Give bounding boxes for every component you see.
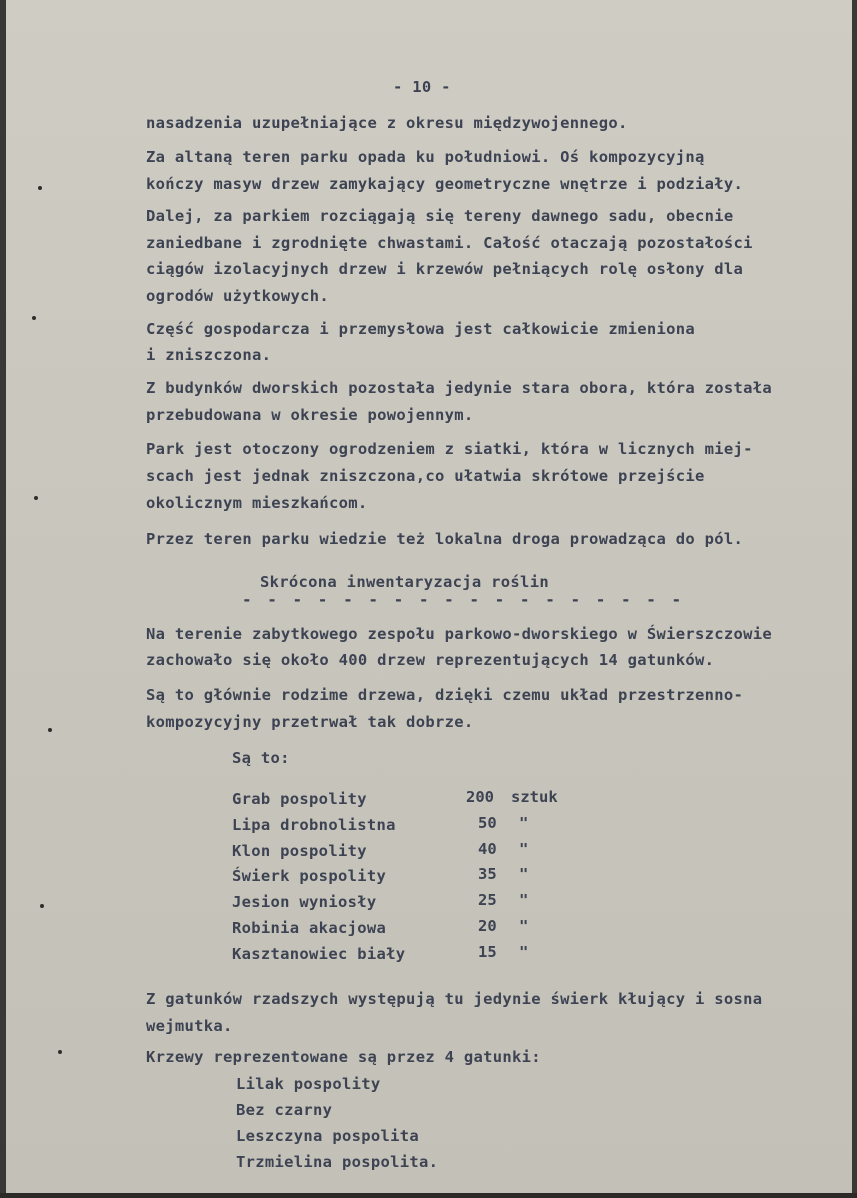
- tree-unit: ": [519, 814, 529, 832]
- scan-speck: [48, 728, 52, 732]
- scan-speck: [58, 1050, 62, 1054]
- shrub-item: Lilak pospolity: [236, 1075, 381, 1093]
- paragraph-line: zaniedbane i zgrodnięte chwastami. Całość otaczają pozostałości: [146, 234, 753, 252]
- paragraph-line: Z budynków dworskich pozostała jedynie stara obora, która została: [146, 379, 773, 397]
- paragraph-line: przebudowana w okresie powojennym.: [146, 406, 474, 424]
- tree-name: Klon pospolity: [232, 842, 367, 860]
- section-title-underline: - - - - - - - - - - - - - - - - - -: [242, 590, 685, 609]
- page-number: - 10 -: [393, 78, 451, 96]
- tree-name: Lipa drobnolistna: [232, 816, 396, 834]
- shrub-item: Leszczyna pospolita: [236, 1127, 420, 1145]
- tree-unit: ": [519, 865, 529, 883]
- shrub-item: Trzmielina pospolita.: [236, 1153, 439, 1171]
- scan-edge-bottom: [0, 1193, 857, 1198]
- tree-count: 15: [478, 943, 497, 961]
- tree-unit: ": [519, 840, 529, 858]
- scan-speck: [40, 904, 44, 908]
- tree-name: Świerk pospolity: [232, 867, 387, 885]
- rare-species-line: wejmutka.: [146, 1017, 233, 1035]
- shrub-item: Bez czarny: [236, 1101, 333, 1119]
- tree-count: 35: [478, 865, 497, 883]
- tree-unit: ": [519, 891, 529, 909]
- paragraph-line: ciągów izolacyjnych drzew i krzewów pełniących rolę osłony dla: [146, 260, 744, 278]
- paragraph-line: scach jest jednak zniszczona,co ułatwia skrótowe przejście: [146, 467, 705, 485]
- paragraph-line: okolicznym mieszkańcom.: [146, 494, 368, 512]
- paragraph-line: ogrodów użytkowych.: [146, 287, 330, 305]
- paragraph-line: Dalej, za parkiem rozciągają się tereny dawnego sadu, obecnie: [146, 207, 734, 225]
- rare-species-line: Z gatunków rzadszych występują tu jedynie świerk kłujący i sosna: [146, 990, 763, 1008]
- intro-line: Są to głównie rodzime drzewa, dzięki czemu układ przestrzenno-: [146, 686, 744, 704]
- tree-count: 40: [478, 840, 497, 858]
- tree-name: Grab pospolity: [232, 790, 367, 808]
- tree-count: 25: [478, 891, 497, 909]
- paragraph-line: Park jest otoczony ogrodzeniem z siatki, która w licznych miej-: [146, 440, 753, 458]
- tree-name: Jesion wyniosły: [232, 893, 377, 911]
- paragraph-line: kończy masyw drzew zamykający geometryczne wnętrze i podziały.: [146, 175, 744, 193]
- paragraph-line: Przez teren parku wiedzie też lokalna droga prowadząca do pól.: [146, 530, 744, 548]
- intro-line: kompozycyjny przetrwał tak dobrze.: [146, 713, 474, 731]
- scan-speck: [38, 186, 42, 190]
- intro-line: Na terenie zabytkowego zespołu parkowo-dworskiego w Świerszczowie: [146, 625, 773, 643]
- scan-edge-left: [0, 0, 6, 1198]
- section-title: Skrócona inwentaryzacja roślin: [260, 573, 549, 591]
- scan-speck: [34, 496, 38, 500]
- scan-edge-right: [852, 0, 857, 1198]
- list-heading: Są to:: [232, 749, 290, 767]
- shrubs-intro: Krzewy reprezentowane są przez 4 gatunki:: [146, 1048, 541, 1066]
- intro-line: zachowało się około 400 drzew reprezentujących 14 gatunków.: [146, 651, 715, 669]
- paragraph-line: i zniszczona.: [146, 346, 272, 364]
- tree-unit: sztuk: [511, 788, 558, 806]
- paragraph-line: nasadzenia uzupełniające z okresu międzywojennego.: [146, 114, 628, 132]
- tree-count: 50: [478, 814, 497, 832]
- tree-name: Robinia akacjowa: [232, 919, 387, 937]
- tree-count: 20: [478, 917, 497, 935]
- tree-count: 200: [466, 788, 494, 806]
- paragraph-line: Część gospodarcza i przemysłowa jest całkowicie zmieniona: [146, 320, 696, 338]
- tree-unit: ": [519, 917, 529, 935]
- tree-name: Kasztanowiec biały: [232, 945, 406, 963]
- paragraph-line: Za altaną teren parku opada ku południowi. Oś kompozycyjną: [146, 148, 705, 166]
- scan-speck: [32, 316, 36, 320]
- tree-unit: ": [519, 943, 529, 961]
